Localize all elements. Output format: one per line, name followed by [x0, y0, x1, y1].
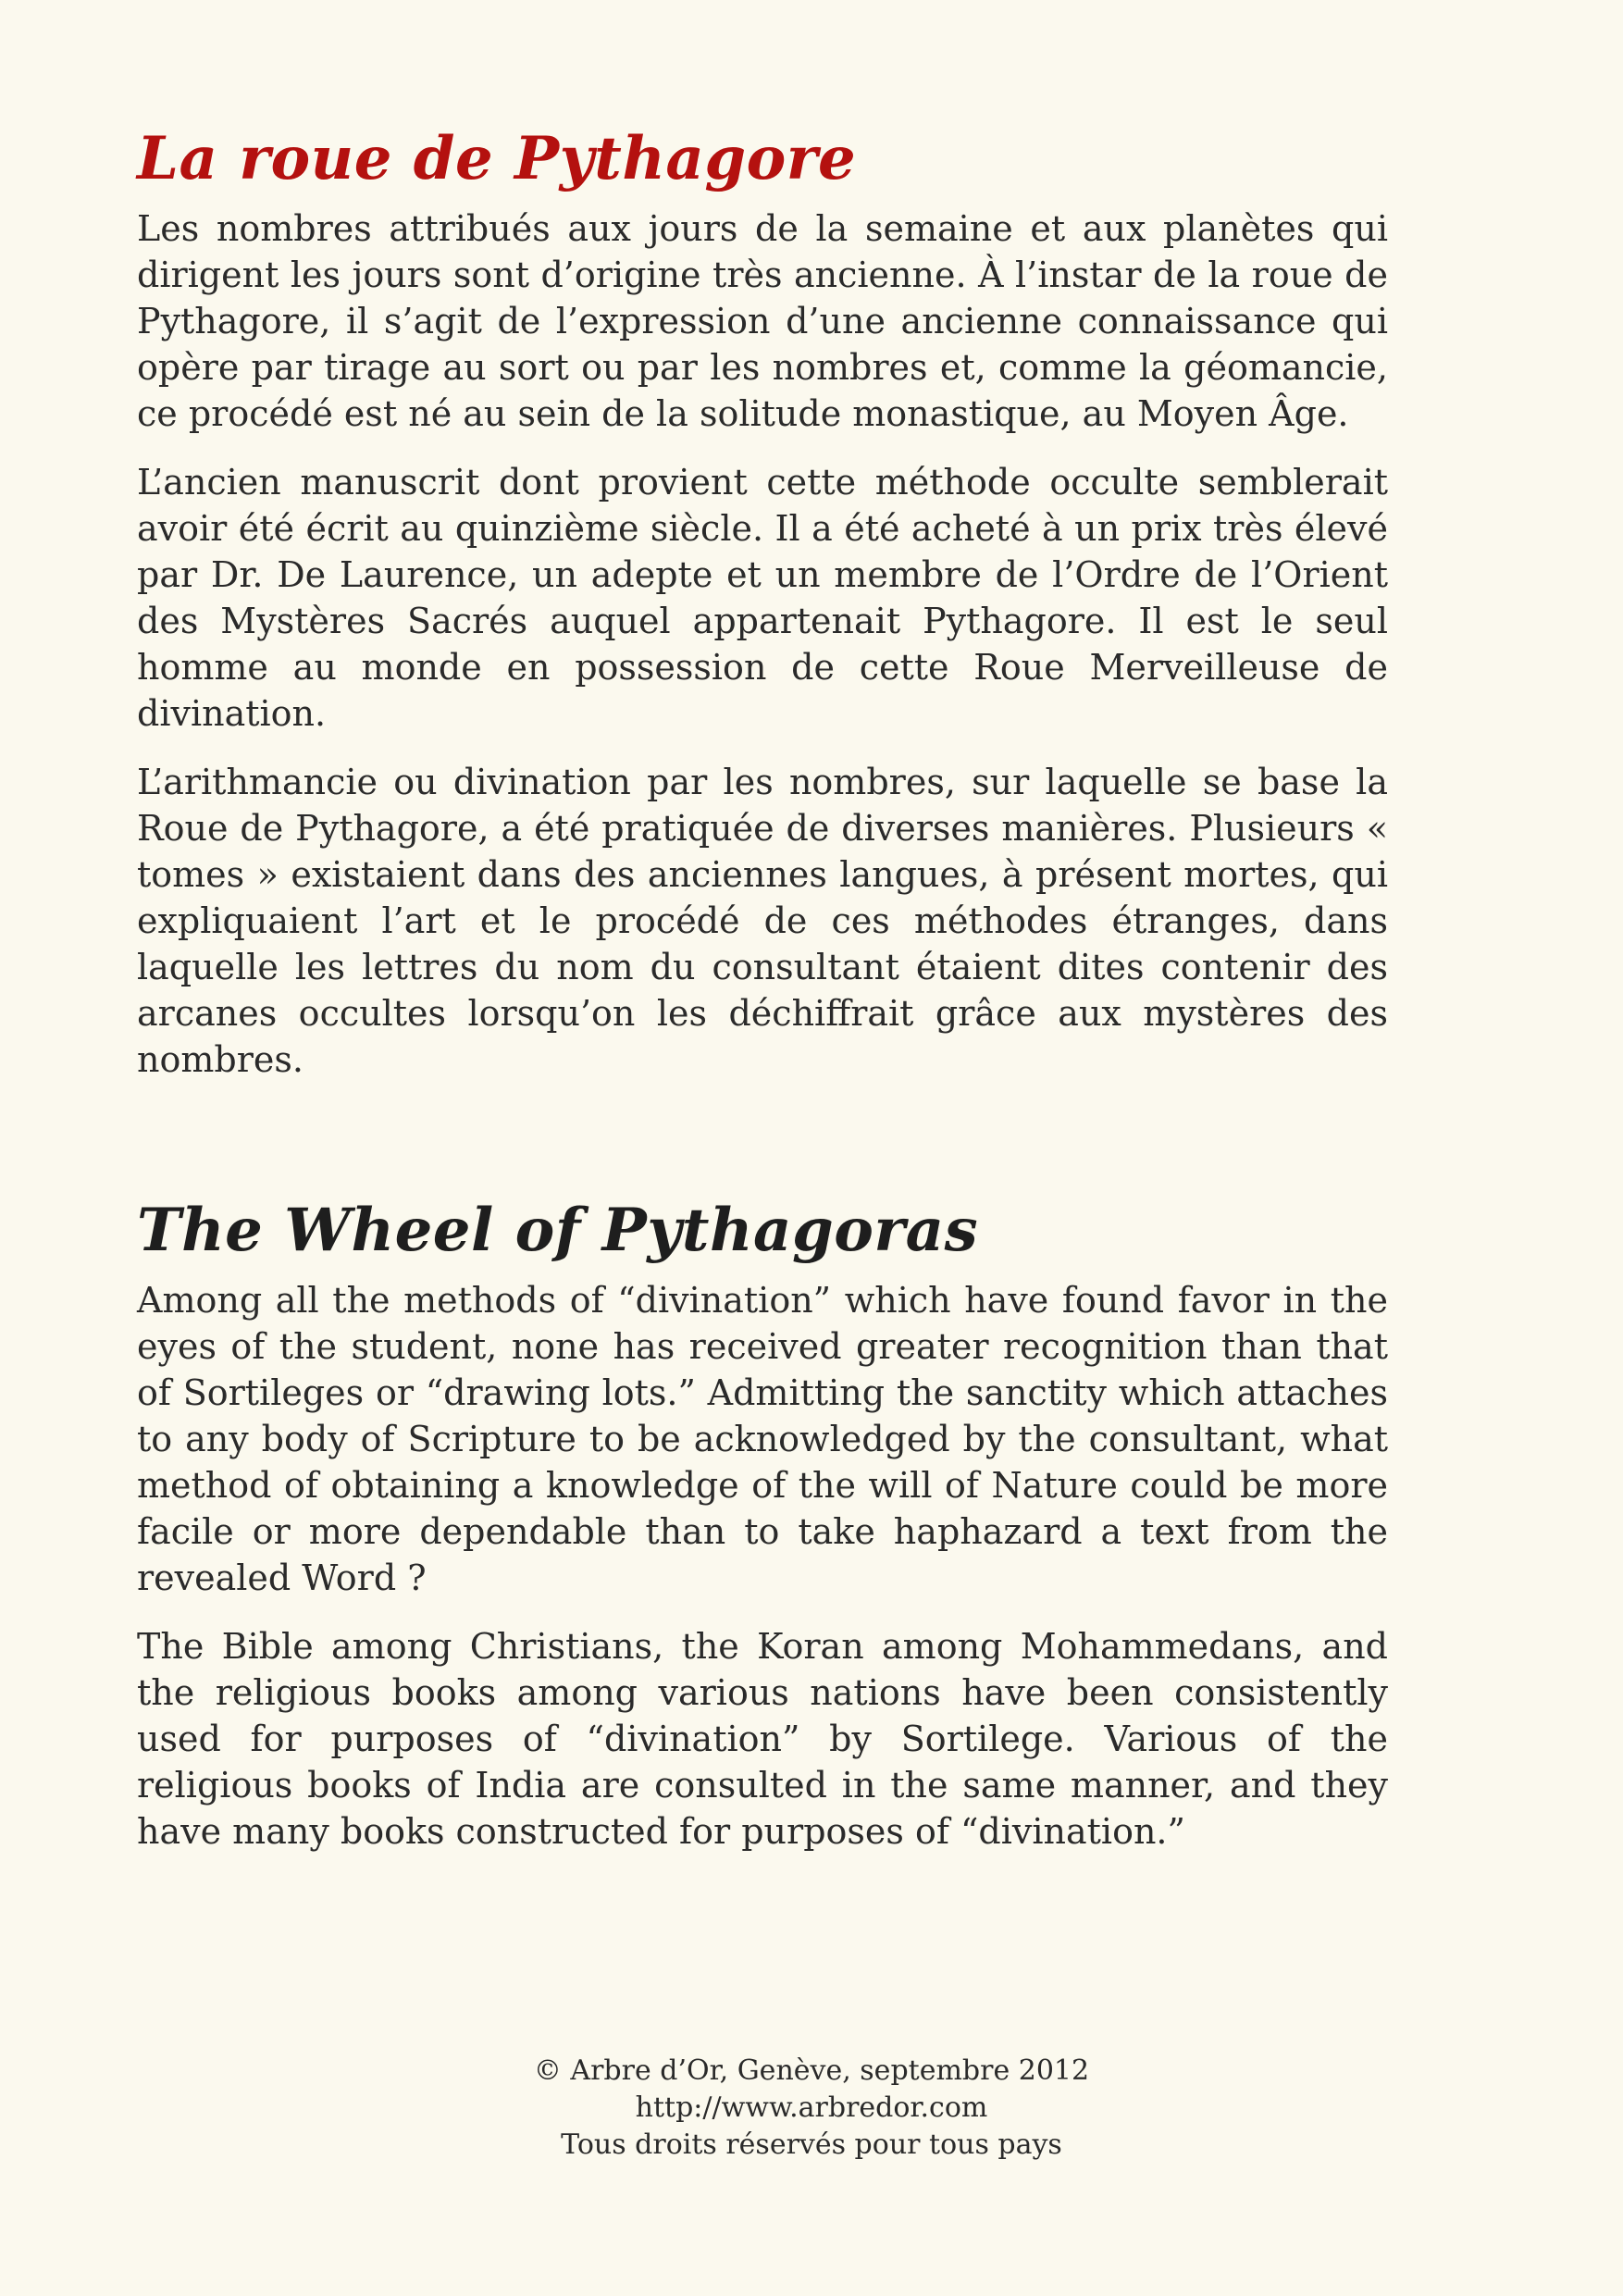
rights-line: Tous droits réservés pour tous pays — [561, 2128, 1062, 2161]
website-link[interactable]: http://www.arbredor.com — [635, 2091, 988, 2124]
french-paragraph-2: L’ancien manuscrit dont provient cette méthode occulte semblerait avoir été écrit au quinzième siècle. Il a été acheté à un prix très élevé par Dr. De Laurence, un adepte et un membre de l’Ordre de l’Orient des Mystères Sacrés auquel appartenait Pythagore. Il est le seul homme au monde en possession de cette Roue Merveilleuse de divination. — [137, 462, 1388, 734]
english-paragraph-2: The Bible among Christians, the Koran among Mohammedans, and the religious books among various nations have been consistently used for purposes of “divination” by Sortilege. Various of the religious books of India are consulted in the same manner, and they have many books constructed for purposes of “divination.” — [137, 1626, 1388, 1852]
document-page — [137, 124, 1388, 1852]
french-title: La roue de Pythagore — [137, 124, 857, 193]
english-title: The Wheel of Pythagoras — [137, 1196, 979, 1265]
french-paragraph-3: L’arithmancie ou divination par les nombres, sur laquelle se base la Roue de Pythagore, a été pratiquée de diverses manières. Plusieurs « tomes » existaient dans des anciennes langues, à présent mortes, qui expliquaient l’art et le procédé de ces méthodes étranges, dans laquelle les lettres du nom du consultant étaient dites contenir des arcanes occultes lorsqu’on les déchiffrait grâce aux mystères des nombres. — [137, 762, 1388, 1080]
english-section — [137, 1196, 1388, 1877]
colophon — [0, 2053, 1623, 2164]
english-paragraph-1: Among all the methods of “divination” which have found favor in the eyes of the student, none has received greater recognition than that of Sortileges or “drawing lots.” Admitting the sanctity which attaches to any body of Scripture to be acknowledged by the consultant, what method of obtaining a knowledge of the will of Nature could be more facile or more dependable than to take haphazard a text from the revealed Word ? — [137, 1280, 1388, 1598]
french-paragraph-1: Les nombres attribués aux jours de la semaine et aux planètes qui dirigent les jours sont d’origine très ancienne. À l’instar de la roue de Pythagore, il s’agit de l’expression d’une ancienne connaissance qui opère par tirage au sort ou par les nombres et, comme la géomancie, ce procédé est né au sein de la solitude monastique, au Moyen Âge. — [137, 208, 1388, 434]
french-section — [137, 124, 1388, 1083]
copyright-line: © Arbre d’Or, Genève, septembre 2012 — [533, 2054, 1090, 2087]
